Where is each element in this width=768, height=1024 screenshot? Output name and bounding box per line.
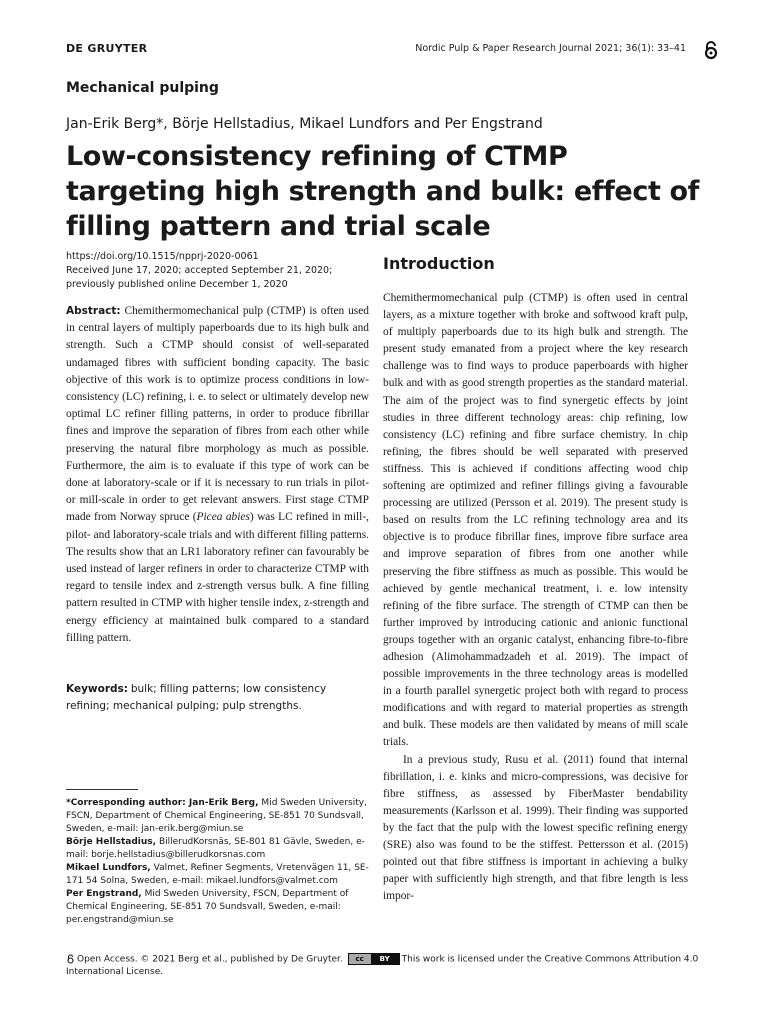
cc-badge-left: cc [349,954,371,964]
keywords-text: bulk; filling patterns; low consistency refining; mechanical pulping; pulp strengths. [66,683,327,713]
keywords [66,681,369,715]
cc-by-badge-icon[interactable] [348,953,400,965]
introduction-body [383,290,688,905]
cc-badge-right: BY [379,955,390,963]
author-list: Jan-Erik Berg*, Börje Hellstadius, Mikael Lundfors and Per Engstrand [66,116,543,132]
footnote-divider [66,789,138,790]
received-dates: Received June 17, 2020; accepted September 21, 2020; previously published online December 1, 2020 [66,265,333,290]
doi-link[interactable]: https://doi.org/10.1515/npprj-2020-0061 [66,251,259,262]
license-footer [66,953,706,978]
abstract-text-1: Chemithermomechanical pulp (CTMP) is often used in central layers of multiply paperboards due to its high bulk and strength. Such a CTMP should consist of well-separated undamaged fibres with sufficient bonding capacity. The basic objective of this work is to optimize process conditions in low-consistency (LC) refining, i. e. to select or ultimately develop new optimal LC refiner filling patterns, in order to produce fibrillar fines and improve the separation of fibres from each other while preserving the natural fibre morphology as much as possible. Furthermore, the aim is to evaluate if this type of work can be done at laboratory-scale or if it is necessary to run trials in pilot- or mill-scale in order to get relevant answers. First stage CTMP made from Norway spruce ( [66,305,369,524]
section-label: Mechanical pulping [66,80,219,96]
license-text-2: This work is licensed under the Creative Commons Attribution 4.0 International License. [66,954,699,977]
lundfors-name: Mikael Lundfors, [66,863,151,873]
abstract-label: Abstract: [66,305,121,317]
license-text-1: Open Access. © 2021 Berg et al., published by De Gruyter. [77,954,343,965]
introduction-paragraph-1: Chemithermomechanical pulp (CTMP) is often used in central layers, as a mixture together with broke and softwood kraft pulp, of multiply paperboards due to its high bulk and strength. The present study emanated from a project where the key research challenge was to find ways to produce paperboards with higher bulk and with as good strength properties as the standard material. The aim of the project was to find synergetic effects by joint studies in three different technology areas: chip refining, low consistency (LC) refining and fibre surface chemistry. In chip refining, the fibres should be well separated with preserved stiffness. This is achieved if conditions affecting wood chip softening are optimized and refiner fillings giving a favourable processing are utilized (Persson et al. 2019). The present study is based on results from the LC refining technology area and its objective is to produce fibrillar fines, improve fibre surface area and improve separation of fibres from one another while preserving the fibre stiffness as much as possible. This would be achieved by gentle mechanical treatment, i. e. low intensity refining of the fibre surface. The strength of CTMP can then be further improved by introducing cationic and anionic functional groups together with an organic catalyst, enhancing fibre-to-fibre adhesion (Alimohammadzadeh et al. 2019). The impact of possible improvements in the three technology areas is modelled in a fourth parallel synergetic project both with regard to process modifications and with regard to material properties as strength and bulk. These models are then validated by means of mill scale trials. [383,292,688,749]
abstract-text-2: ) was LC refined in mill-, pilot- and laboratory-scale trials and with different filling patterns. The results show that an LR1 laboratory refiner can favourably be used instead of larger refiners in order to characterize CTMP with regard to tensile index and z-strength versus bulk. A fine filling pattern resulted in CTMP with higher tensile index, z-strength and energy efficiency at maintained bulk compared to a standard filling pattern. [66,511,369,644]
journal-citation: Nordic Pulp & Paper Research Journal 2021; 36(1): 33–41 [415,43,686,54]
open-access-small-icon [66,954,75,964]
affiliation-hellstadius [66,836,371,862]
keywords-label: Keywords: [66,683,128,695]
author-affiliations [66,797,371,927]
hellstadius-name: Börje Hellstadius, [66,837,157,847]
affiliation-engstrand [66,888,371,927]
publisher-name: DE GRUYTER [66,42,148,55]
affiliation-engstrand-text: Mid Sweden University, FSCN, Department of Chemical Engineering, SE-851 70 Sundsvall, Sweden, e-mail: per.engstrand@miun.se [66,889,349,925]
article-meta [66,250,371,292]
engstrand-name: Per Engstrand, [66,889,142,899]
introduction-heading: Introduction [383,254,495,273]
affiliation-hellstadius-text: BillerudKorsnäs, SE-801 81 Gävle, Sweden, e-mail: borje.hellstadius@billerudkorsnas.com [66,837,365,860]
abstract [66,303,369,647]
open-access-icon [702,40,720,60]
introduction-paragraph-2: In a previous study, Rusu et al. (2011) found that internal fibrillation, i. e. kinks and micro-compressions, was decisive for fibre stiffness, as assessed by FiberMaster bendability measurements (Karlsson et al. 1999). Their finding was supported by the fact that the pulp with the lowest specific refining energy (SRE) also was found to be the stiffest. Pettersson et al. (2015) pointed out that fibre stiffness is important in achieving a bulky paper with sufficiently high strength, and that fibre length is less impor- [383,753,688,903]
abstract-species: Picea abies [196,511,250,524]
affiliation-lundfors [66,862,371,888]
affiliation-lundfors-text: Valmet, Refiner Segments, Vretenvägen 11, SE-171 54 Solna, Sweden, e-mail: mikael.lundfors@valmet.com [66,863,369,886]
corresponding-label: *Corresponding author: Jan-Erik Berg, [66,798,259,808]
article-title: Low-consistency refining of CTMP targeting high strength and bulk: effect of filling pattern and trial scale [66,141,699,242]
affiliation-berg-text: Mid Sweden University, FSCN, Department of Chemical Engineering, SE-851 70 Sundsvall, Sweden, e-mail: jan-erik.berg@miun.se [66,798,367,834]
affiliation-berg [66,797,371,836]
